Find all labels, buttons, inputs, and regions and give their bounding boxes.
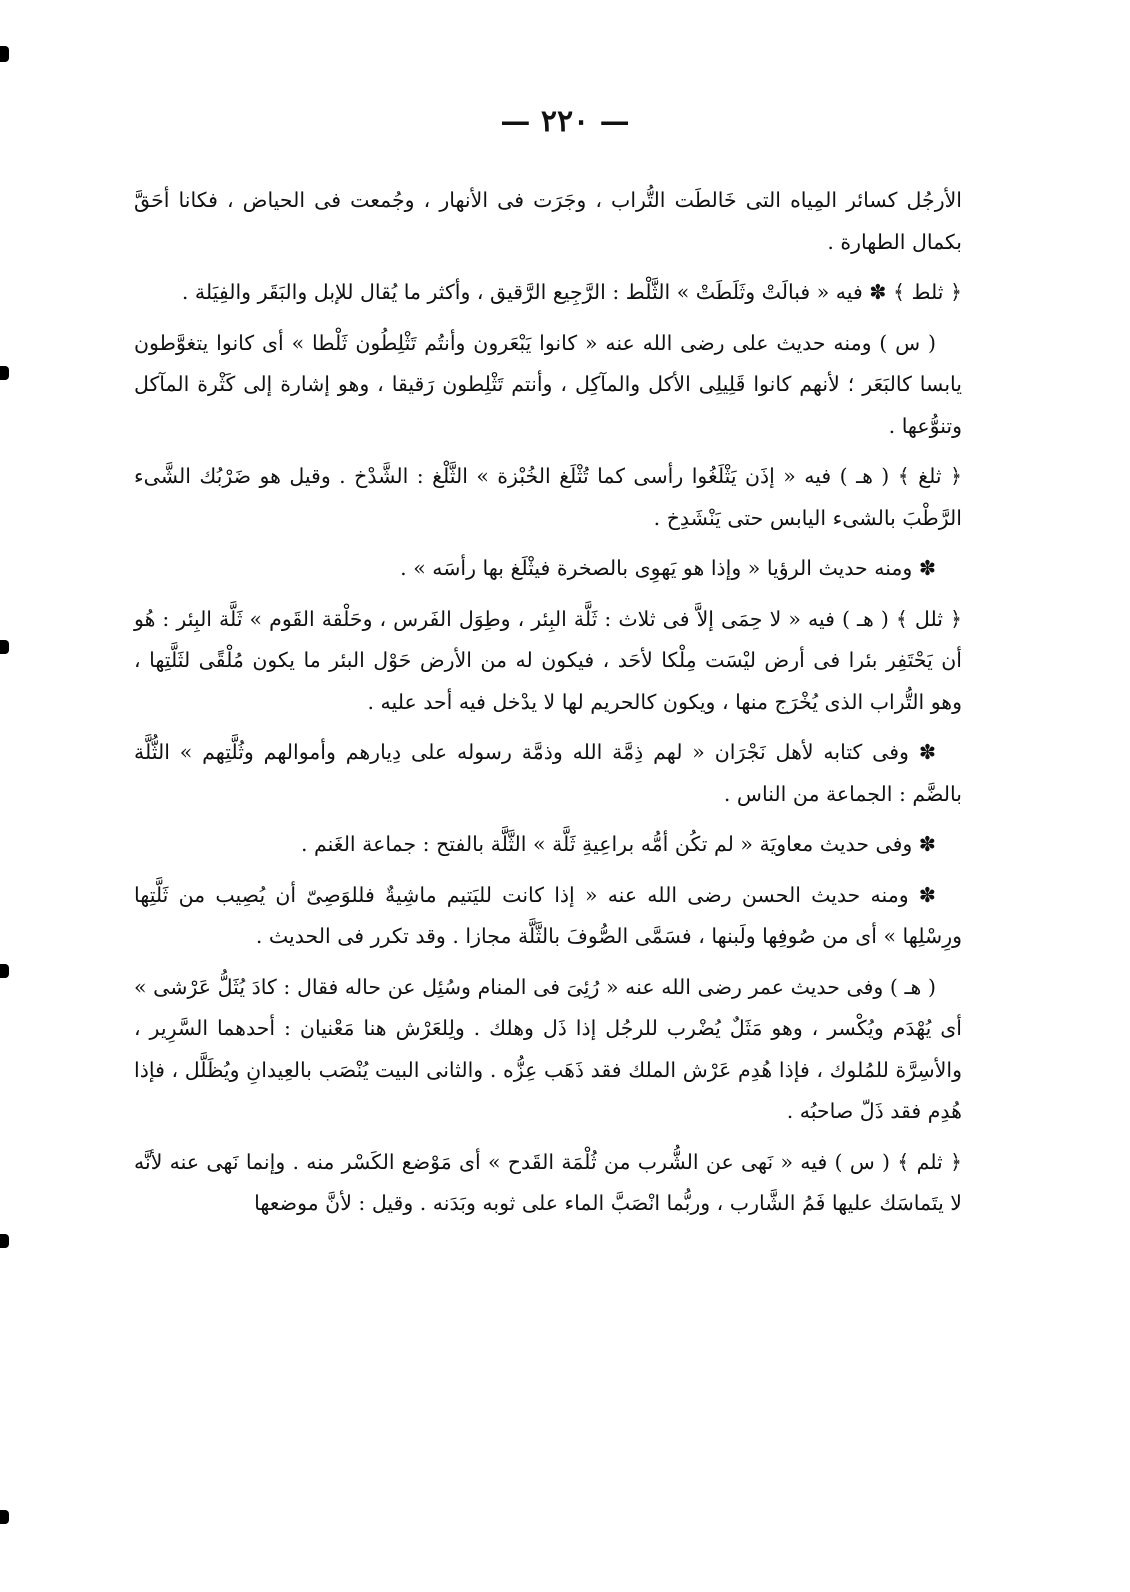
page-body (134, 180, 962, 1234)
scan-edge-mark (0, 1510, 9, 1524)
entry-thalam: ﴿ ثلم ﴾ ( س ) فيه « نَهى عن الشُّرب من ثُلْمَة القَدح » أى مَوْضع الكَسْر منه . وإنما نَهى عنه لأنَّه لا يتَماسَك عليها فَمُ الشَّارب ، وربُّما انْصَبَّ الماء على ثوبه وبَدَنه . وقيل : لأنَّ موضعها (134, 1149, 962, 1215)
scan-edge-mark (0, 366, 9, 380)
paragraph: ( هـ ) وفى حديث عمر رضى الله عنه « رُئِىَ فى المنام وسُئِل عن حاله فقال : كادَ يُثَلُّ عَرْشى » أى يُهْدَم ويُكْسر ، وهو مَثَلٌ يُضْرب للرجُل إذا ذَل وهلك . ولِلعَرْش هنا مَعْنيان : أحدهما السَّرِير ، والأسِرَّة للمُلوك ، فإذا هُدِم عَرْش الملك فقد ذَهَب عِزُّه . والثانى البيت يُنْصَب بالعِيدانِ ويُظَلَّل ، فإذا هُدِم فقد ذَلّ صاحبُه . (134, 974, 962, 1123)
paragraph: ✽ وفى حديث معاويَة « لم تكُن أمُّه براعِيةِ ثَلَّة » الثَّلَّة بالفتح : جماعة الغَنم . (300, 832, 936, 856)
paragraph: ✽ ومنه حديث الرؤيا « وإذا هو يَهوِى بالصخرة فيثْلَغ بها رأسَه » . (400, 556, 936, 580)
scan-edge-mark (0, 46, 9, 62)
entry-thalat: ﴿ ثلط ﴾ ✽ فيه « فبالَتْ وثَلَطَتْ » الثَّلْط : الرَّجِيع الرَّقيق ، وأكثر ما يُقال للإبل والبَقَر والفِيَلة . (181, 280, 962, 304)
page-number: — ٢٢٠ — (500, 104, 630, 139)
entry-thalal: ﴿ ثلل ﴾ ( هـ ) فيه « لا حِمَى إلاَّ فى ثلاث : ثَلَّة البِئر ، وطِوَل الفَرس ، وحَلْقة القَوم » ثَلَّة البِئر : هُو أن يَحْتَفِر بئرا فى أرض ليْسَت مِلْكا لأحَد ، فيكون له من الأرض حَوْل البئر ما يكون مُلْقًى لثَلَّتِها ، وهو التُّراب الذى يُخْرَج منها ، ويكون كالحريم لها لا يدْخل فيه أحد عليه . (134, 606, 962, 714)
entry-thalagh: ﴿ ثلغ ﴾ ( هـ ) فيه « إذَن يَثْلَغُوا رأسى كما تُثْلَغ الخُبْزة » الثَّلْغ : الشَّدْخ . وقيل هو ضَرْبُك الشَّىء الرَّطْبَ بالشىء اليابس حتى يَنْشَدِخ . (134, 464, 962, 530)
paragraph: ( س ) ومنه حديث على رضى الله عنه « كانوا يَبْعَرون وأنتُم تَثْلِطُون ثَلْطا » أى كانوا يتغوَّطون يابسا كالبَعَر ؛ لأنهم كانوا قَلِيلِى الأكل والمآكِل ، وأنتم تَثْلِطون رَقيقا ، وهو إشارة إلى كَثْرة المآكل وتنوُّعها . (134, 330, 962, 438)
scan-edge-mark (0, 1234, 9, 1248)
paragraph: الأرجُل كسائر المِياه التى خَالطَت التُّراب ، وجَرَت فى الأنهار ، وجُمعت فى الحياض ، فكانا أحَقَّ بكمال الطهارة . (134, 188, 962, 254)
paragraph: ✽ وفى كتابه لأهل نَجْرَان « لهم ذِمَّة الله وذمَّة رسوله على دِيارهم وأموالهم وثُلَّتِهم » الثُّلَّة بالضَّم : الجماعة من الناس . (134, 740, 962, 806)
scan-edge-mark (0, 964, 9, 978)
paragraph: ✽ ومنه حديث الحسن رضى الله عنه « إذا كانت لليَتيم ماشِيةٌ فللوَصِىّ أن يُصِيب من ثَلَّتِها ورِسْلِها » أى من صُوفِها ولَبنها ، فسَمَّى الصُّوفَ بالثَّلَّة مجازا . وقد تكرر فى الحديث . (134, 882, 962, 948)
scan-edge-mark (0, 640, 9, 654)
